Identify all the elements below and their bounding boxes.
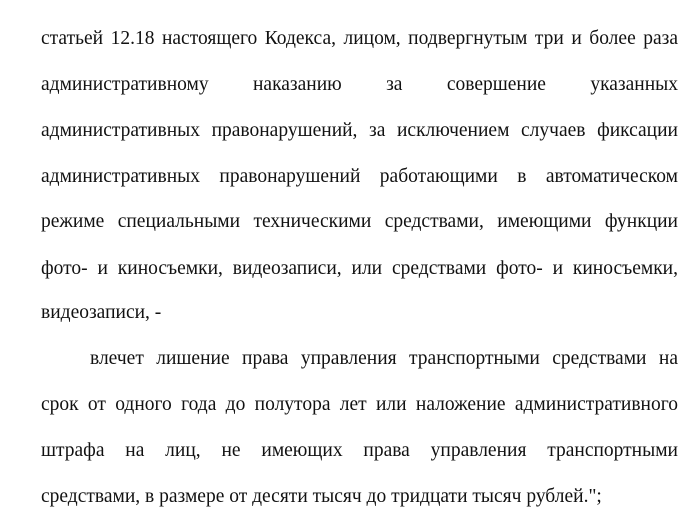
text-line: штрафа на лиц, не имеющих права управления транспортными bbox=[41, 440, 678, 461]
text-line: видеозаписи, - bbox=[41, 302, 162, 323]
text-line: срок от одного года до полутора лет или наложение административного bbox=[41, 394, 678, 415]
text-line: фото- и киносъемки, видеозаписи, или средствами фото- и киносъемки, bbox=[41, 258, 678, 279]
text-line: административных правонарушений, за исключением случаев фиксации bbox=[41, 120, 678, 141]
paragraph-first-line: влечет лишение права управления транспортными средствами на bbox=[90, 348, 678, 369]
text-line: административному наказанию за совершение указанных bbox=[41, 74, 678, 95]
text-line: статьей 12.18 настоящего Кодекса, лицом, подвергнутым три и более раза bbox=[41, 28, 678, 49]
text-line: средствами, в размере от десяти тысяч до тридцати тысяч рублей."; bbox=[41, 486, 602, 507]
text-line: административных правонарушений работающими в автоматическом bbox=[41, 166, 678, 187]
text-line: режиме специальными техническими средствами, имеющими функции bbox=[41, 211, 678, 232]
